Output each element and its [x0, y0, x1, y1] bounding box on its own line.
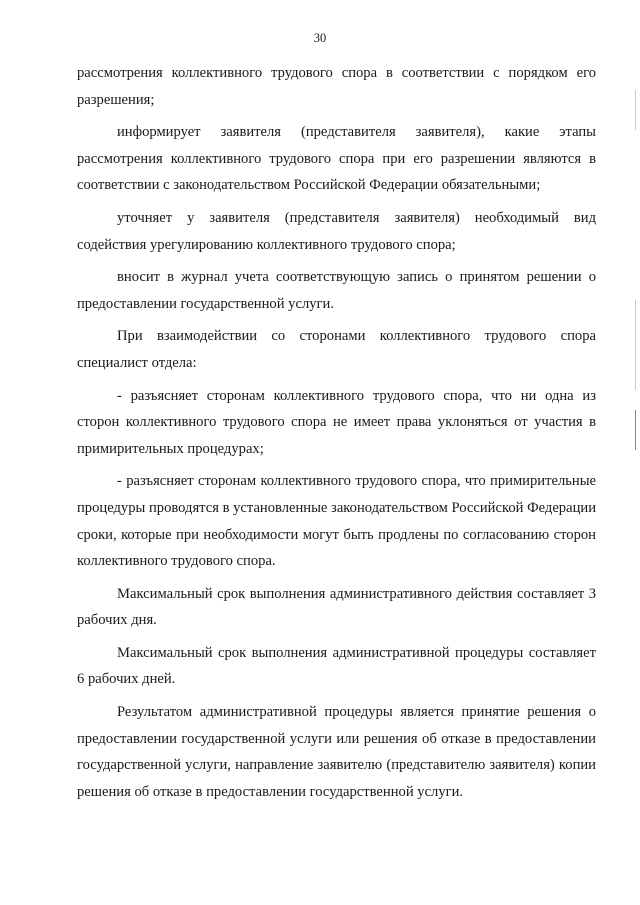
paragraph-journal-entry: вносит в журнал учета соответствующую запись о принятом решении о предоставлении государственной услуги.	[77, 269, 596, 312]
paragraph-informs: информирует заявителя (представителя заявителя), какие этапы рассмотрения коллективного трудового спора при его разрешении являются в соответствии с законодательством Российской Федерации обязательными;	[77, 124, 596, 194]
paragraph-continuation: рассмотрения коллективного трудового спора в соответствии с порядком его разрешения;	[77, 65, 596, 108]
page-number: 30	[313, 31, 327, 45]
paragraph-interaction-intro: При взаимодействии со сторонами коллективного трудового спора специалист отдела:	[77, 328, 596, 371]
document-body	[77, 60, 596, 811]
scan-edge-mark	[635, 410, 636, 450]
scan-edge-mark	[635, 300, 636, 390]
list-item-explains-participation: - разъясняет сторонам коллективного трудового спора, что ни одна из сторон коллективного трудового спора не имеет права уклоняться от участия в примирительных процедурах;	[77, 387, 596, 457]
paragraph-clarifies: уточняет у заявителя (представителя заявителя) необходимый вид содействия урегулированию коллективного трудового спора;	[77, 209, 596, 253]
paragraph-procedure-deadline: Максимальный срок выполнения административной процедуры составляет 6 рабочих дней.	[77, 644, 596, 688]
scan-edge-mark	[635, 90, 636, 130]
paragraph-result: Результатом административной процедуры является принятие решения о предоставлении государственной услуги или решения об отказе в предоставлении государственной услуги, направление заявителю (представителю заявителя) копии решения об отказе в предоставлении государственной услуги.	[77, 704, 596, 800]
paragraph-action-deadline: Максимальный срок выполнения административного действия составляет 3 рабочих дня.	[77, 585, 596, 629]
list-item-explains-deadlines: - разъясняет сторонам коллективного трудового спора, что примирительные процедуры проводятся в установленные законодательством Российской Федерации сроки, которые при необходимости могут быть продлены по согласованию сторон коллективного трудового спора.	[77, 473, 596, 570]
